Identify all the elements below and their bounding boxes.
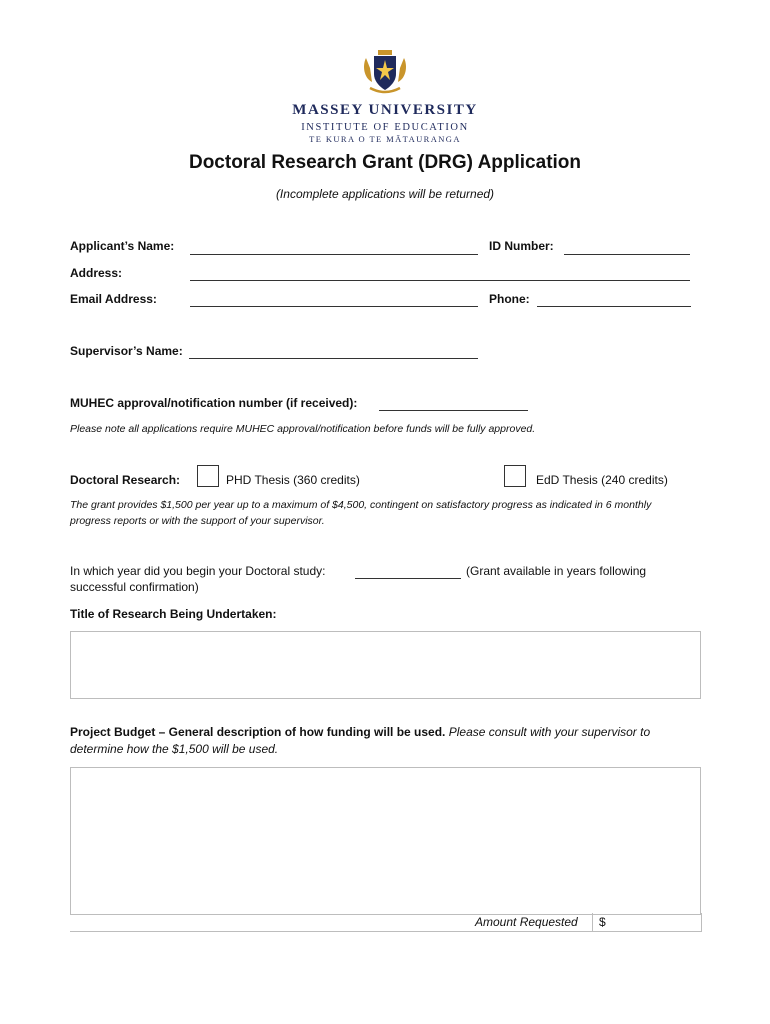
phd-checkbox[interactable] xyxy=(197,465,219,487)
phd-option-label: PHD Thesis (360 credits) xyxy=(226,473,360,487)
year-note-cont: successful confirmation) xyxy=(70,580,199,594)
year-question: In which year did you begin your Doctoral study: xyxy=(70,564,326,578)
email-field[interactable] xyxy=(190,306,478,307)
amount-requested-row xyxy=(70,913,702,932)
id-number-label: ID Number: xyxy=(489,239,554,253)
grant-note: The grant provides $1,500 per year up to a maximum of $4,500, contingent on satisfactory progress as indicated in 6 monthly progress reports or with the support of your supervisor. xyxy=(70,499,652,527)
edd-option-label: EdD Thesis (240 credits) xyxy=(536,473,668,487)
address-label: Address: xyxy=(70,266,123,280)
research-title-box[interactable] xyxy=(70,631,701,699)
maori-name: TE KURA O TE MĀTAURANGA xyxy=(309,134,461,144)
muhec-label: MUHEC approval/notification number (if received): xyxy=(70,396,358,410)
page-subtitle: (Incomplete applications will be returned) xyxy=(275,187,495,201)
amount-requested-label: Amount Requested xyxy=(475,915,578,929)
address-field[interactable] xyxy=(190,280,690,281)
budget-label-bold: Project Budget – General description of how funding will be used. xyxy=(70,725,446,739)
year-field[interactable] xyxy=(355,578,461,579)
muhec-field[interactable] xyxy=(379,410,528,411)
muhec-note: Please note all applications require MUHEC approval/notification before funds will be fully approved. xyxy=(70,423,536,435)
budget-label-italic-cont: determine how the $1,500 will be used. xyxy=(70,742,279,756)
budget-label-italic: Please consult with your supervisor to xyxy=(448,725,651,739)
currency-symbol: $ xyxy=(599,915,606,929)
supervisor-label: Supervisor’s Name: xyxy=(70,344,183,358)
edd-checkbox[interactable] xyxy=(504,465,526,487)
doctoral-research-label: Doctoral Research: xyxy=(70,473,181,487)
institute-name: INSTITUTE OF EDUCATION xyxy=(301,122,469,133)
email-label: Email Address: xyxy=(70,292,157,306)
applicant-name-label: Applicant’s Name: xyxy=(70,239,175,253)
supervisor-field[interactable] xyxy=(189,358,478,359)
id-number-field[interactable] xyxy=(564,254,690,255)
phone-label: Phone: xyxy=(489,292,530,306)
budget-description-box[interactable] xyxy=(70,767,701,915)
budget-label xyxy=(70,724,700,758)
university-crest-icon xyxy=(360,48,410,96)
phone-field[interactable] xyxy=(537,306,691,307)
university-name: MASSEY UNIVERSITY xyxy=(292,102,478,118)
amount-requested-field[interactable] xyxy=(592,913,699,931)
year-note: (Grant available in years following xyxy=(466,564,647,578)
research-title-label: Title of Research Being Undertaken: xyxy=(70,607,277,621)
page-title: Doctoral Research Grant (DRG) Application xyxy=(188,152,582,173)
applicant-name-field[interactable] xyxy=(190,254,478,255)
